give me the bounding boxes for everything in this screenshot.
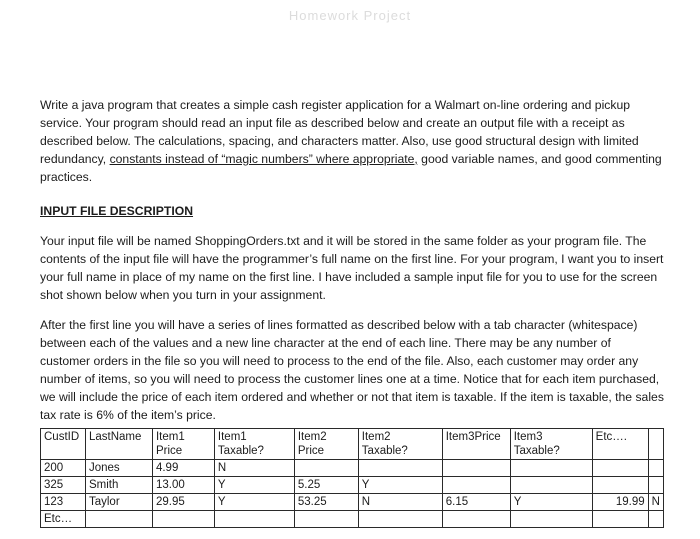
constants-underlined-text: constants instead of “magic numbers” where appropriate, [109, 152, 418, 166]
table-cell: Y [358, 477, 442, 494]
input-format-table [40, 428, 664, 528]
table-cell [294, 460, 358, 477]
table-cell: N [214, 460, 294, 477]
header-cell: Item1 Price [152, 429, 214, 460]
header-cell: Item1 Taxable? [214, 429, 294, 460]
table-cell: 53.25 [294, 494, 358, 511]
table-cell: 200 [41, 460, 86, 477]
table-cell: 13.00 [152, 477, 214, 494]
table-cell [442, 477, 510, 494]
table-cell: 5.25 [294, 477, 358, 494]
document-body [40, 96, 664, 528]
faded-header: Homework Project [288, 8, 412, 23]
table-cell [358, 460, 442, 477]
table-cell: Taylor [85, 494, 152, 511]
table-cell: Etc… [41, 511, 86, 528]
table-cell: 123 [41, 494, 86, 511]
table-cell: 29.95 [152, 494, 214, 511]
format-paragraph: After the first line you will have a series of lines formatted as described below with a tab character (whitespace) between each of the values and a new line character at the end of each line. There may be any number of customer orders in the file so you will need to process to the end of the file. Also, each customer may order any number of items, so you will need to process the customer lines one at a time. Notice that for each item purchased, we will include the price of each item ordered and whether or not that item is taxable. If the item is taxable, the sales tax rate is 6% of the item’s price. [40, 318, 664, 422]
table-cell [85, 511, 152, 528]
table-cell: 4.99 [152, 460, 214, 477]
table-header-row [41, 429, 664, 460]
table-cell: N [358, 494, 442, 511]
table-cell: Y [214, 477, 294, 494]
table-cell: Smith [85, 477, 152, 494]
table-cell [294, 511, 358, 528]
header-cell: LastName [85, 429, 152, 460]
table-cell: 325 [41, 477, 86, 494]
table-cell: 19.99 [592, 494, 648, 511]
table-cell [592, 511, 648, 528]
section-heading: INPUT FILE DESCRIPTION [40, 204, 194, 218]
table-row [41, 477, 664, 494]
table-cell [510, 511, 592, 528]
header-cell [648, 429, 663, 460]
table-cell [648, 477, 663, 494]
table-cell [510, 477, 592, 494]
table-cell [442, 511, 510, 528]
table-cell [592, 477, 648, 494]
table-row [41, 494, 664, 511]
header-cell: Item2 Price [294, 429, 358, 460]
table-cell: 6.15 [442, 494, 510, 511]
table-cell [358, 511, 442, 528]
intro-text-end: good variable names, and good commenting practices. [40, 152, 662, 184]
table-cell [592, 460, 648, 477]
table-cell: N [648, 494, 663, 511]
intro-text: Write a java program that creates a simple cash register application for a Walmart on-line ordering and pickup service. Your program should read an input file as described below and create an output file with a receipt as described below. The calculations, spacing, and characters matter. Also, use good structural design with limited redundancy, [40, 98, 639, 166]
table-cell [214, 511, 294, 528]
table-cell [152, 511, 214, 528]
table-cell: Y [510, 494, 592, 511]
header-cell: Item3Price [442, 429, 510, 460]
header-cell: CustID [41, 429, 86, 460]
table-cell: Jones [85, 460, 152, 477]
table-cell [648, 511, 663, 528]
header-cell: Item3 Taxable? [510, 429, 592, 460]
table-row [41, 511, 664, 528]
table-cell [510, 460, 592, 477]
table-row [41, 460, 664, 477]
table-cell: Y [214, 494, 294, 511]
table-cell [442, 460, 510, 477]
input-file-paragraph: Your input file will be named ShoppingOrders.txt and it will be stored in the same folder as your program file. The contents of the input file will have the programmer’s full name on the first line. For your program, I want you to insert your full name in place of my name on the first line. I have included a sample input file for you to use for the screen shot shown below when you turn in your assignment. [40, 234, 664, 302]
header-cell: Item2 Taxable? [358, 429, 442, 460]
table-cell [648, 460, 663, 477]
intro-paragraph [40, 96, 664, 186]
header-cell: Etc…. [592, 429, 648, 460]
